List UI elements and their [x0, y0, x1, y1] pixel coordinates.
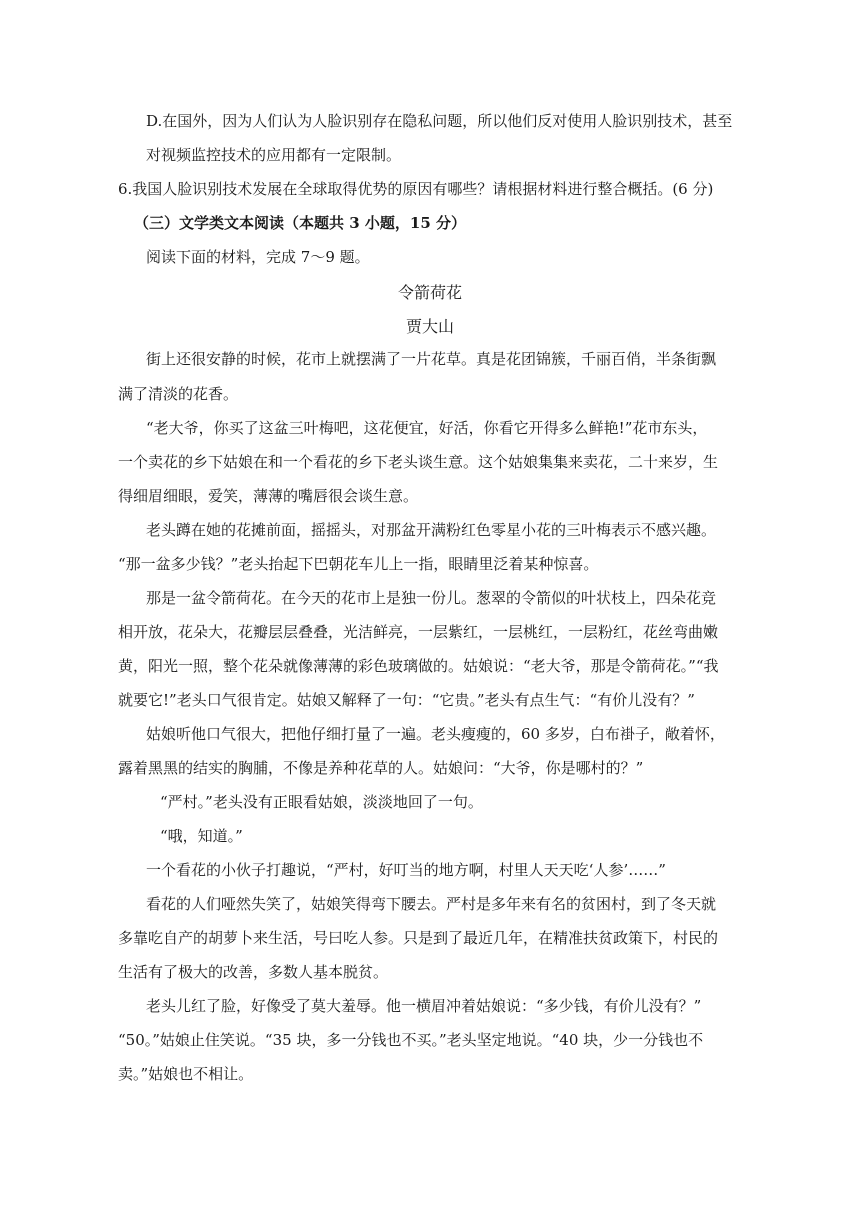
story-line: 就要它!”老头口气很肯定。姑娘又解释了一句：“它贵。”老头有点生气：“有价儿没有？”	[118, 691, 695, 709]
section-heading: （三）文学类文本阅读（本题共 3 小题，15 分）	[134, 214, 466, 232]
story-line: 街上还很安静的时候，花市上就摆满了一片花草。真是花团锦簇，千丽百俏，半条街飘	[146, 350, 717, 368]
section-instruction: 阅读下面的材料，完成 7～9 题。	[146, 248, 370, 266]
story-line: “50。”姑娘止住笑说。“35 块，多一分钱也不买。”老头坚定地说。“40 块，少一分钱也不	[118, 1031, 704, 1049]
story-line: “老大爷，你买了这盆三叶梅吧，这花便宜，好活，你看它开得多么鲜艳!”花市东头，	[146, 419, 708, 437]
option-d-line-2: 对视频监控技术的应用都有一定限制。	[146, 146, 402, 164]
story-line: 相开放，花朵大，花瓣层层叠叠，光洁鲜亮，一层紫红，一层桃红，一层粉红，花丝弯曲嫩	[118, 623, 719, 641]
story-line: 黄，阳光一照，整个花朵就像薄薄的彩色玻璃做的。姑娘说：“老大爷，那是令箭荷花。”“我	[118, 657, 719, 675]
option-d-line-1: D.在国外，因为人们认为人脸识别存在隐私问题，所以他们反对使用人脸识别技术，甚至	[146, 112, 733, 130]
story-title: 令箭荷花	[397, 283, 462, 302]
story-line: 一个卖花的乡下姑娘在和一个看花的乡下老头谈生意。这个姑娘集集来卖花，二十来岁，生	[118, 453, 719, 471]
story-line: 姑娘听他口气很大，把他仔细打量了一遍。老头瘦瘦的，60 多岁，白布褂子，敞着怀，	[146, 725, 725, 743]
story-line: 得细眉细眼，爱笑，薄薄的嘴唇很会谈生意。	[118, 487, 419, 505]
question-6: 6.我国人脸识别技术发展在全球取得优势的原因有哪些？请根据材料进行整合概括。(6 分)	[118, 180, 714, 198]
story-line: 满了清淡的花香。	[118, 385, 239, 403]
story-line: “那一盆多少钱？”老头抬起下巴朝花车儿上一指，眼睛里泛着某种惊喜。	[118, 555, 599, 573]
story-line: 露着黑黑的结实的胸脯，不像是养种花草的人。姑娘问：“大爷，你是哪村的？”	[118, 759, 644, 777]
story-line: 老头蹲在她的花摊前面，摇摇头，对那盆开满粉红色零星小花的三叶梅表示不感兴趣。	[146, 521, 717, 539]
story-line: 看花的人们哑然失笑了，姑娘笑得弯下腰去。严村是多年来有名的贫困村，到了冬天就	[146, 895, 717, 913]
story-line: 生活有了极大的改善，多数人基本脱贫。	[118, 963, 389, 981]
story-line: 多靠吃自产的胡萝卜来生活，号曰吃人参。只是到了最近几年，在精准扶贫政策下，村民的	[118, 929, 719, 947]
story-line: “严村。”老头没有正眼看姑娘，淡淡地回了一句。	[160, 793, 483, 811]
story-author: 贾大山	[405, 317, 454, 336]
story-line: 老头儿红了脸，好像受了莫大羞辱。他一横眉冲着姑娘说：“多少钱，有价儿没有？”	[146, 997, 702, 1015]
story-line: 一个看花的小伙子打趣说，“严村，好叮当的地方啊，村里人天天吃‘人参’……”	[146, 861, 666, 879]
story-line: “哦，知道。”	[160, 827, 243, 845]
story-line: 那是一盆令箭荷花。在今天的花市上是独一份儿。葱翠的令箭似的叶状枝上，四朵花竞	[146, 589, 717, 607]
story-line: 卖。”姑娘也不相让。	[118, 1065, 254, 1083]
